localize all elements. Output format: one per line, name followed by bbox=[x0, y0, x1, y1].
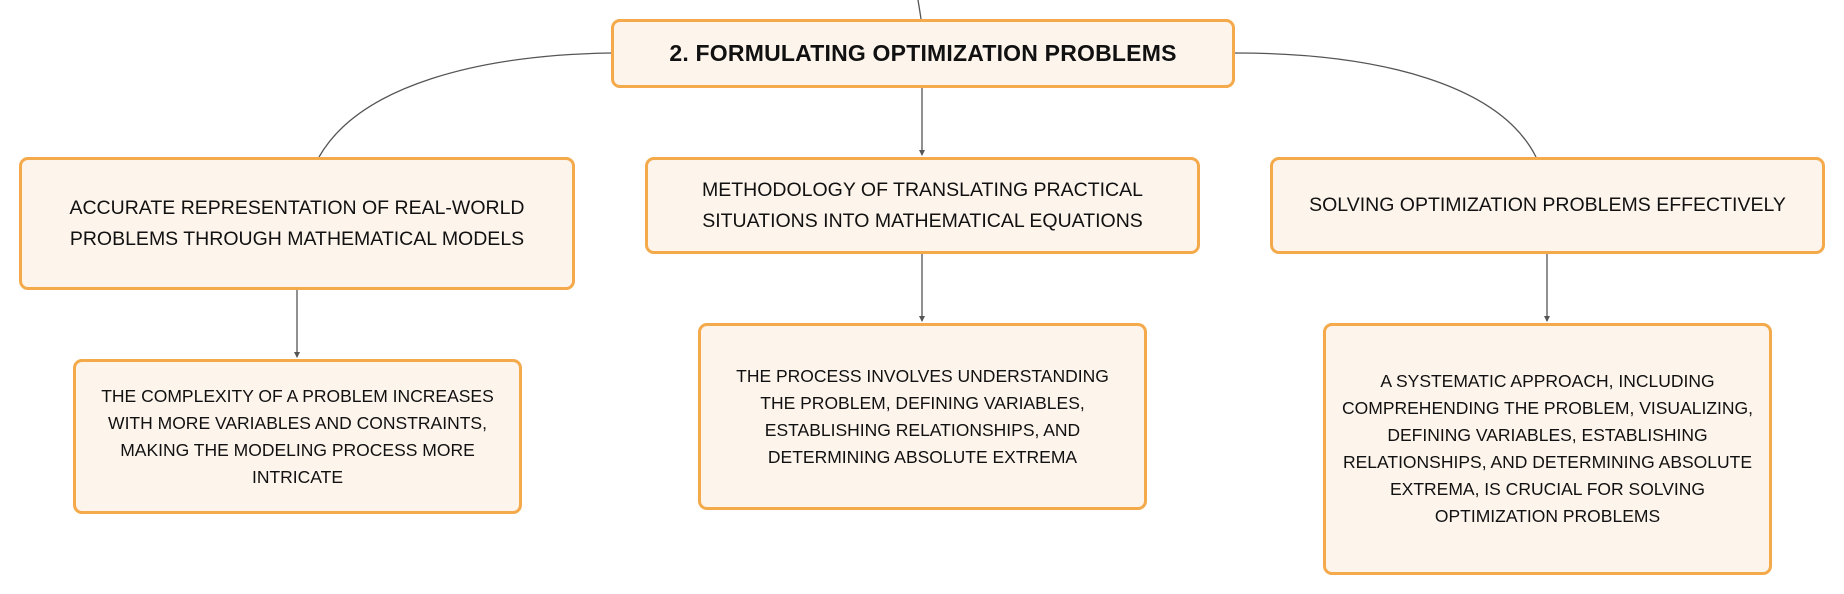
leaf-node-complexity[interactable] bbox=[73, 359, 522, 514]
root-node[interactable] bbox=[611, 19, 1235, 88]
leaf-node-process[interactable] bbox=[698, 323, 1147, 510]
branch-node-accurate-representation[interactable] bbox=[19, 157, 575, 290]
branch-node-solving-effectively[interactable] bbox=[1270, 157, 1825, 254]
connector-root-to-branch-c bbox=[1235, 53, 1536, 157]
branch-node-methodology[interactable] bbox=[645, 157, 1200, 254]
leaf-node-text: THE PROCESS INVOLVES UNDERSTANDING THE PROBLEM, DEFINING VARIABLES, ESTABLISHING RELATIONSHIPS, AND DETERMINING ABSOLUTE EXTREMA bbox=[736, 365, 1109, 467]
branch-node-label: ACCURATE REPRESENTATION OF REAL-WORLD PROBLEMS THROUGH MATHEMATICAL MODELS bbox=[69, 196, 525, 250]
connector-root-to-branch-a bbox=[319, 53, 611, 157]
leaf-node-text: THE COMPLEXITY OF A PROBLEM INCREASES WITH MORE VARIABLES AND CONSTRAINTS, MAKING THE MODELING PROCESS MORE INTRICATE bbox=[101, 385, 494, 487]
leaf-node-systematic-approach[interactable] bbox=[1323, 323, 1772, 575]
branch-node-label: SOLVING OPTIMIZATION PROBLEMS EFFECTIVELY bbox=[1309, 194, 1786, 216]
root-node-label: 2. FORMULATING OPTIMIZATION PROBLEMS bbox=[669, 40, 1177, 66]
leaf-node-text: A SYSTEMATIC APPROACH, INCLUDING COMPREHENDING THE PROBLEM, VISUALIZING, DEFINING VARIABLES, ESTABLISHING RELATIONSHIPS, AND DETERMINING ABSOLUTE EXTREMA, IS CRUCIAL FOR SOLVING OPTIMIZATION PROBLEMS bbox=[1342, 371, 1753, 526]
branch-node-label: METHODOLOGY OF TRANSLATING PRACTICAL SITUATIONS INTO MATHEMATICAL EQUATIONS bbox=[702, 178, 1143, 232]
connector-parent-to-root bbox=[918, 0, 921, 19]
